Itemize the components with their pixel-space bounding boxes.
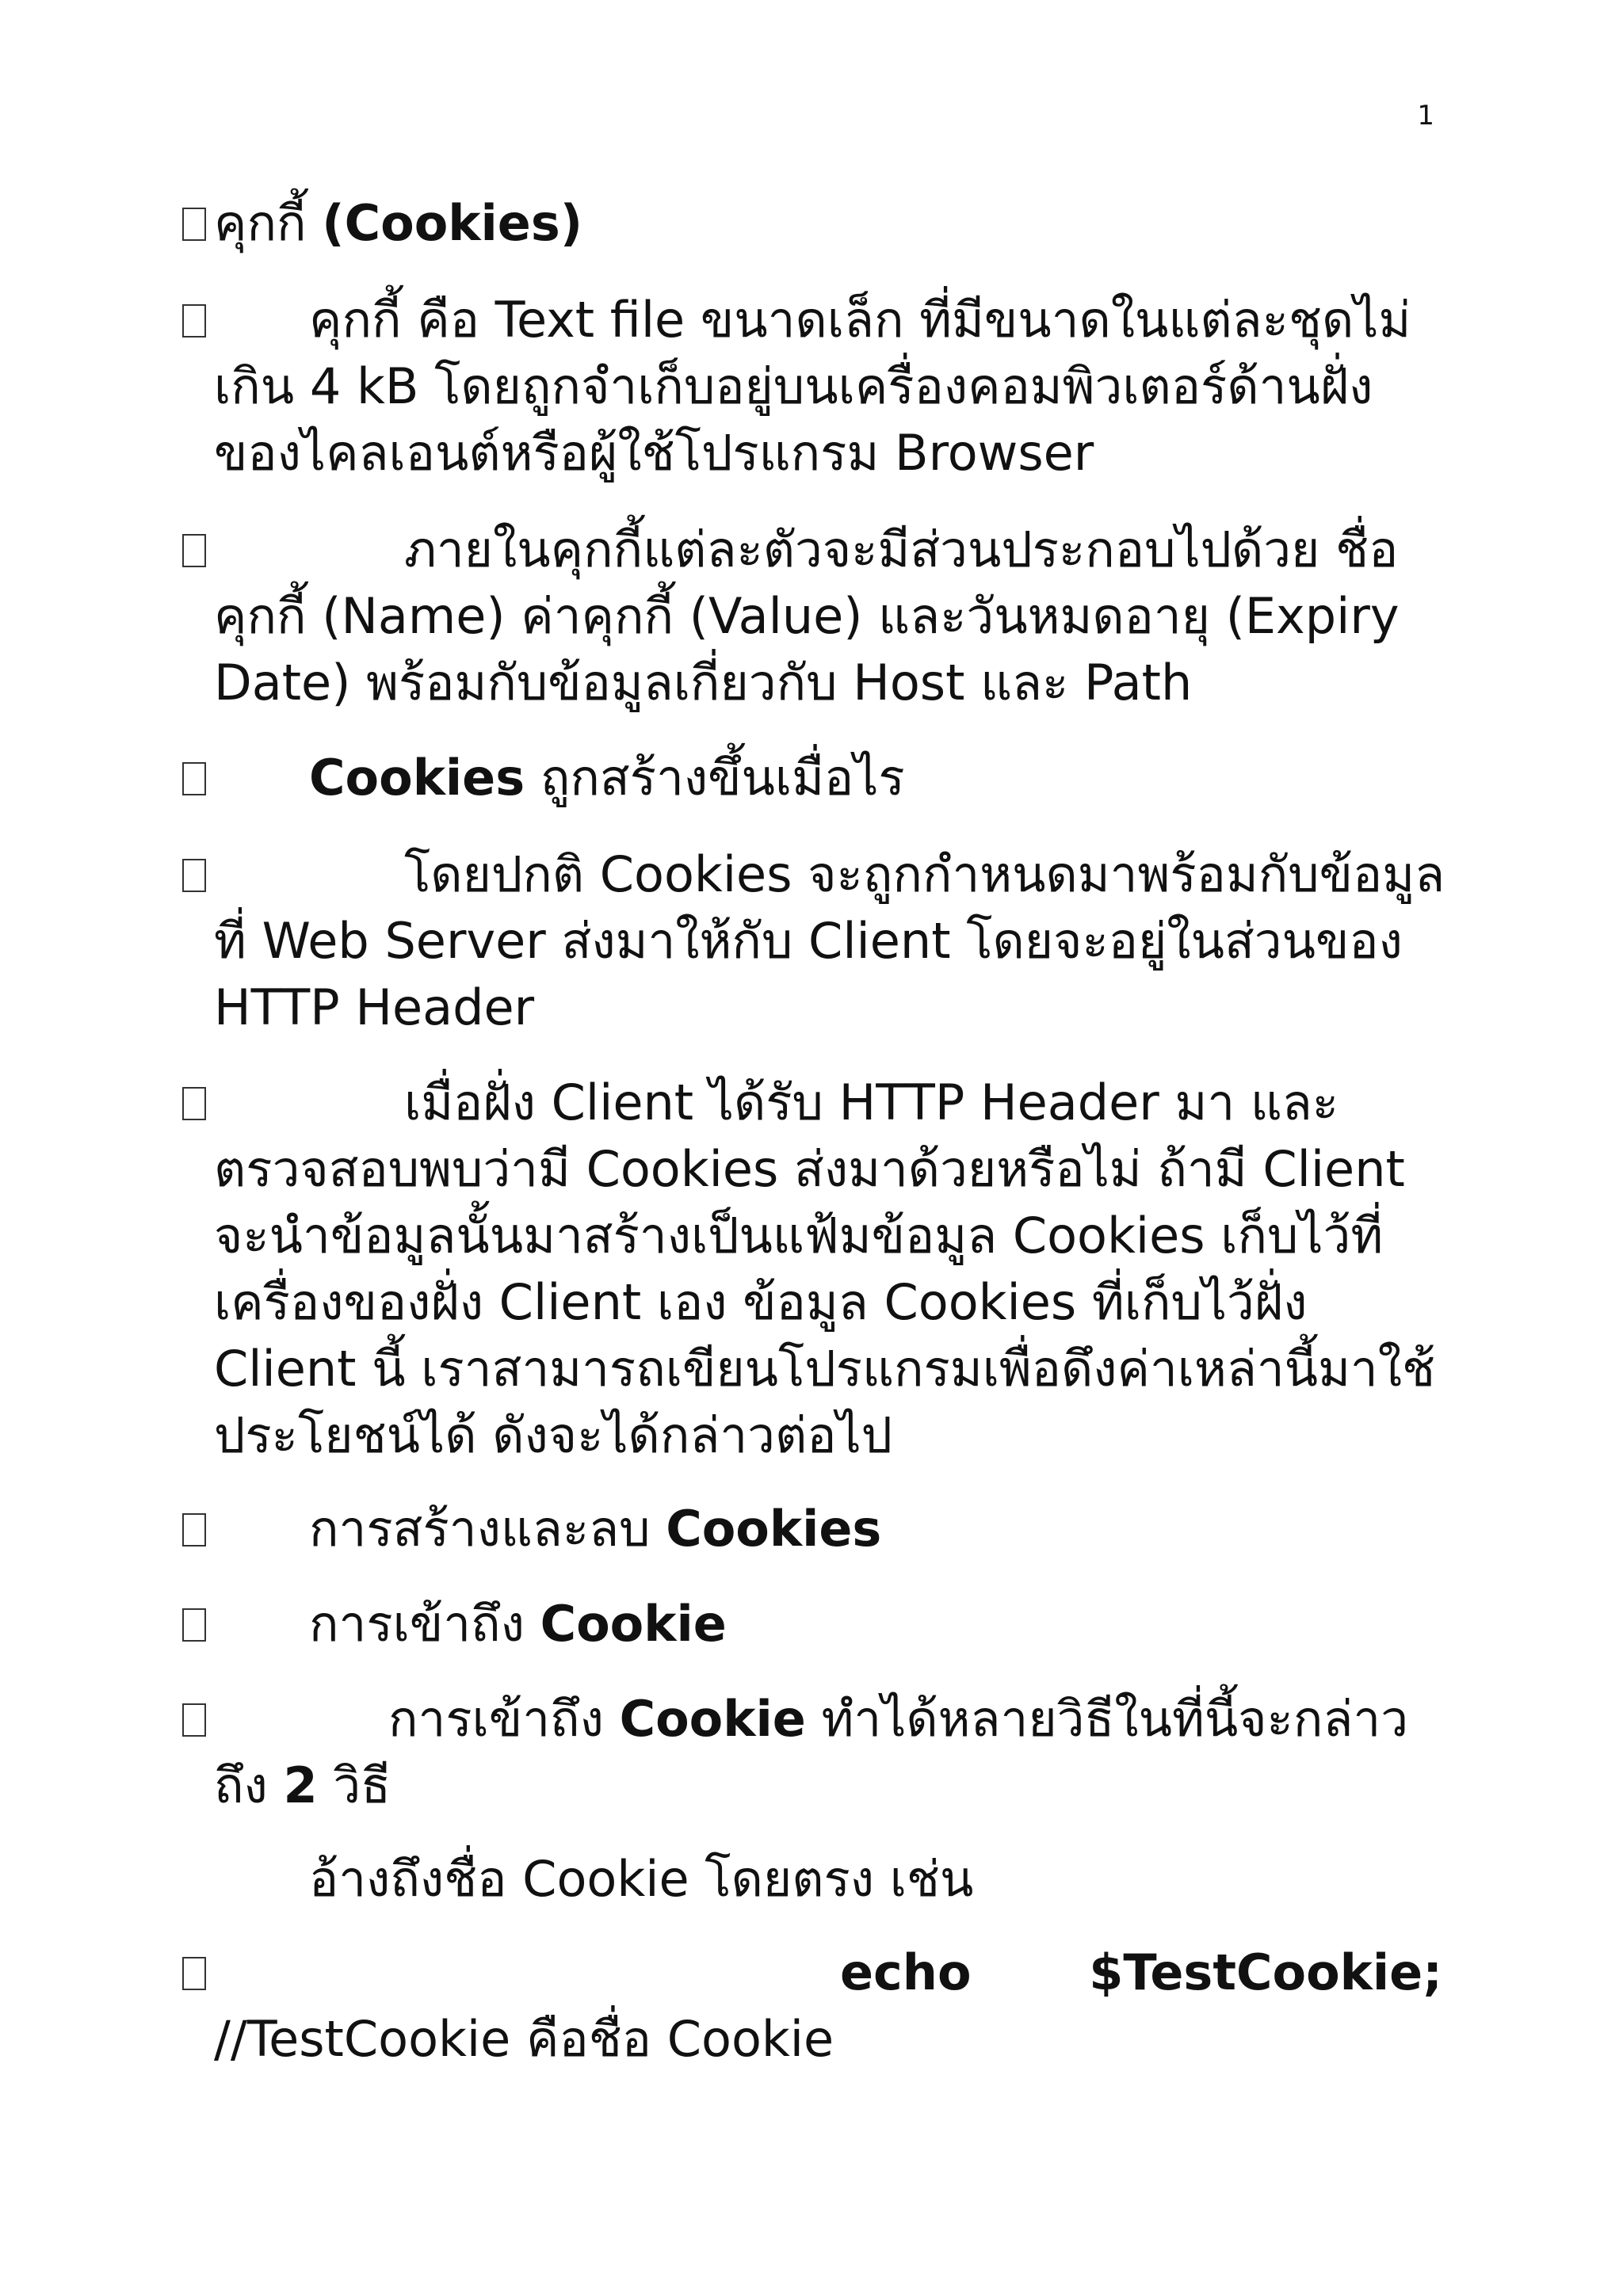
page-title <box>182 190 1450 257</box>
heading-rest: การเข้าถึง <box>309 1595 540 1653</box>
bullet-icon <box>182 534 206 567</box>
heading-bold: Cookies <box>666 1500 882 1558</box>
bullet-icon <box>182 1703 206 1737</box>
paragraph-direct-reference <box>182 1846 1450 1913</box>
paragraph-components <box>182 517 1450 716</box>
paragraph-http-header <box>182 841 1450 1041</box>
code-comment-row <box>182 2006 1450 2073</box>
title-english: (Cookies) <box>322 194 583 252</box>
text-a: การเข้าถึง <box>388 1690 620 1748</box>
text-b: ทำได้หลายวิธีในที่นี้จะกล่าวถึง <box>214 1690 1409 1814</box>
paragraph-text: คุกกี้ คือ Text file ขนาดเล็ก ที่มีขนาดในแต่ละชุดไม่เกิน 4 kB โดยถูกจำเก็บอยู่บนเครื่องคอมพิวเตอร์ด้านฝั่งของไคลเอนต์หรือผู้ใช้โปรแกรม Browser <box>214 291 1411 482</box>
code-variable: $TestCookie; <box>1089 1943 1442 2001</box>
heading-when-created <box>182 745 1450 811</box>
title-thai: คุกกี้ <box>214 194 307 252</box>
code-echo: echo <box>840 1943 972 2001</box>
paragraph-text: โดยปกติ Cookies จะถูกกำหนดมาพร้อมกับข้อมูลที่ Web Server ส่งมาให้กับ Client โดยจะอยู่ในส่วนของ HTTP Header <box>214 845 1445 1036</box>
bullet-icon <box>182 762 206 795</box>
heading-rest: ถูกสร้างขึ้นเมื่อไร <box>525 749 905 807</box>
paragraph-access-methods <box>182 1686 1450 1819</box>
heading-bold: Cookie <box>540 1595 727 1653</box>
text-bold: Cookie <box>619 1690 806 1748</box>
heading-rest: การสร้างและลบ <box>309 1500 666 1558</box>
paragraph-client-receive <box>182 1070 1450 1469</box>
page-number: 1 <box>1417 100 1434 132</box>
heading-access <box>182 1591 1450 1657</box>
heading-bold: Cookies <box>309 749 525 807</box>
bullet-icon <box>182 1608 206 1642</box>
bullet-icon <box>182 859 206 892</box>
bullet-icon <box>182 1087 206 1120</box>
text-number: 2 <box>283 1756 318 1814</box>
bullet-icon <box>182 208 206 241</box>
paragraph-definition <box>182 287 1450 486</box>
code-comment: //TestCookie คือชื่อ Cookie <box>214 2010 834 2068</box>
bullet-icon <box>182 304 206 338</box>
bullet-icon <box>182 1513 206 1547</box>
paragraph-text: อ้างถึงชื่อ Cookie โดยตรง เช่น <box>309 1850 974 1908</box>
text-c: วิธี <box>317 1756 391 1814</box>
paragraph-text: เมื่อฝั่ง Client ได้รับ HTTP Header มา และตรวจสอบพบว่ามี Cookies ส่งมาด้วยหรือไม่ ถ้ามี Client จะนำข้อมูลนั้นมาสร้างเป็นแฟ้มข้อมูล Cookies เก็บไว้ที่เครื่องของฝั่ง Client เอง ข้อมูล Cookies ที่เก็บไว้ฝั่ง Client นี้ เราสามารถเขียนโปรแกรมเพื่อดึงค่าเหล่านี้มาใช้ประโยชน์ได้ ดังจะได้กล่าวต่อไป <box>214 1074 1436 1464</box>
bullet-icon <box>182 1957 206 1990</box>
paragraph-text: ภายในคุกกี้แต่ละตัวจะมีส่วนประกอบไปด้วย ชื่อคุกกี้ (Name) ค่าคุกกี้ (Value) และวันหมดอายุ (Expiry Date) พร้อมกับข้อมูลเกี่ยวกับ Host และ Path <box>214 521 1400 711</box>
heading-create-delete <box>182 1496 1450 1562</box>
